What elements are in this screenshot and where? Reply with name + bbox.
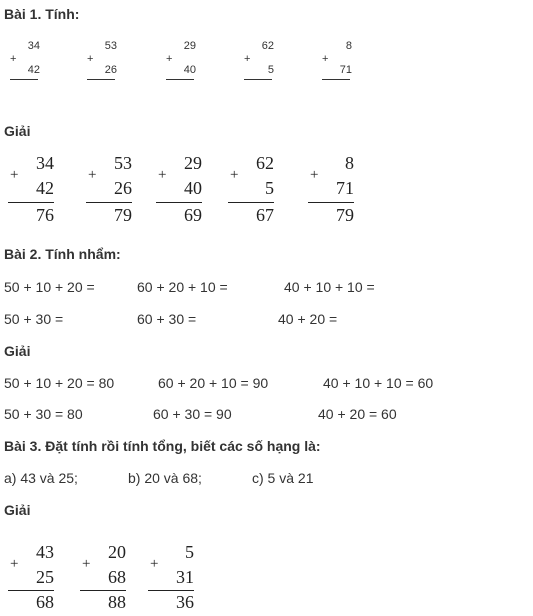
addend-top: 29 xyxy=(183,40,196,52)
sum-rule xyxy=(148,590,194,591)
addend-bottom: 26 xyxy=(114,178,132,198)
addend-top: 8 xyxy=(345,153,354,173)
plus-sign: + xyxy=(166,53,173,65)
bai1-heading: Bài 1. Tính: xyxy=(4,6,80,22)
bai1-solution-3 xyxy=(156,153,208,225)
bai3-heading: Bài 3. Đặt tính rồi tính tổng, biết các số hạng là: xyxy=(4,438,321,454)
bai3-item: c) 5 và 21 xyxy=(252,470,314,486)
bai2-expression: 60 + 30 = xyxy=(137,311,197,327)
addend-top: 5 xyxy=(185,542,194,562)
sum-rule xyxy=(80,590,126,591)
sum-rule xyxy=(87,79,115,80)
addend-bottom: 71 xyxy=(339,64,352,76)
bai2-answer: 50 + 10 + 20 = 80 xyxy=(4,375,115,391)
plus-sign: + xyxy=(10,53,17,65)
bai1-solution-heading: Giải xyxy=(4,123,31,139)
addend-bottom: 71 xyxy=(336,178,354,198)
addend-bottom: 40 xyxy=(183,64,196,76)
plus-sign: + xyxy=(10,167,19,183)
addend-top: 34 xyxy=(27,40,40,52)
addend-top: 43 xyxy=(36,542,54,562)
bai2-expression: 50 + 10 + 20 = xyxy=(4,279,95,295)
addend-top: 62 xyxy=(261,40,274,52)
addend-bottom: 25 xyxy=(36,567,54,587)
sum-value: 68 xyxy=(36,592,54,612)
plus-sign: + xyxy=(87,53,94,65)
sum-value: 79 xyxy=(114,205,132,225)
bai2-answer: 60 + 30 = 90 xyxy=(153,406,232,422)
addend-bottom: 5 xyxy=(267,64,274,76)
bai3-item: b) 20 và 68; xyxy=(128,470,202,486)
addend-bottom: 5 xyxy=(265,178,274,198)
plus-sign: + xyxy=(82,556,91,572)
addend-bottom: 26 xyxy=(104,64,117,76)
addend-bottom: 42 xyxy=(27,64,40,76)
bai1-problem-4 xyxy=(244,40,278,80)
plus-sign: + xyxy=(322,53,329,65)
bai1-problem-1 xyxy=(10,40,44,80)
addend-top: 62 xyxy=(256,153,274,173)
bai1-problem-2 xyxy=(87,40,121,80)
bai3-solution-heading: Giải xyxy=(4,502,31,518)
sum-rule xyxy=(166,79,194,80)
plus-sign: + xyxy=(10,556,19,572)
bai3-solution-3 xyxy=(148,542,200,612)
sum-value: 88 xyxy=(108,592,126,612)
addend-top: 29 xyxy=(184,153,202,173)
bai2-answer: 60 + 20 + 10 = 90 xyxy=(158,375,269,391)
addend-top: 20 xyxy=(108,542,126,562)
addend-bottom: 68 xyxy=(108,567,126,587)
addend-bottom: 42 xyxy=(36,178,54,198)
sum-rule xyxy=(308,202,354,203)
addend-top: 34 xyxy=(36,153,54,173)
sum-rule xyxy=(322,79,350,80)
bai3-solution-2 xyxy=(80,542,132,612)
bai1-problem-3 xyxy=(166,40,200,80)
addend-bottom: 31 xyxy=(176,567,194,587)
plus-sign: + xyxy=(310,167,319,183)
bai2-answer: 40 + 20 = 60 xyxy=(318,406,397,422)
bai2-solution-heading: Giải xyxy=(4,343,31,359)
bai1-solution-1 xyxy=(8,153,60,225)
addend-top: 8 xyxy=(345,40,352,52)
bai2-expression: 40 + 10 + 10 = xyxy=(284,279,375,295)
plus-sign: + xyxy=(88,167,97,183)
sum-rule xyxy=(86,202,132,203)
sum-rule xyxy=(8,202,54,203)
sum-rule xyxy=(156,202,202,203)
bai3-item: a) 43 và 25; xyxy=(4,470,78,486)
addend-top: 53 xyxy=(114,153,132,173)
plus-sign: + xyxy=(230,167,239,183)
sum-value: 69 xyxy=(184,205,202,225)
plus-sign: + xyxy=(244,53,251,65)
bai2-expression: 40 + 20 = xyxy=(278,311,338,327)
sum-rule xyxy=(244,79,272,80)
bai1-solution-5 xyxy=(308,153,360,225)
plus-sign: + xyxy=(150,556,159,572)
addend-bottom: 40 xyxy=(184,178,202,198)
bai2-heading: Bài 2. Tính nhẩm: xyxy=(4,246,121,262)
bai3-solution-1 xyxy=(8,542,60,612)
bai2-expression: 50 + 30 = xyxy=(4,311,64,327)
bai1-problem-5 xyxy=(322,40,356,80)
sum-value: 36 xyxy=(176,592,194,612)
sum-value: 79 xyxy=(336,205,354,225)
addend-top: 53 xyxy=(104,40,117,52)
sum-rule xyxy=(228,202,274,203)
sum-value: 76 xyxy=(36,205,54,225)
plus-sign: + xyxy=(158,167,167,183)
bai1-solution-2 xyxy=(86,153,138,225)
sum-rule xyxy=(8,590,54,591)
bai2-expression: 60 + 20 + 10 = xyxy=(137,279,228,295)
sum-value: 67 xyxy=(256,205,274,225)
sum-rule xyxy=(10,79,38,80)
bai2-answer: 40 + 10 + 10 = 60 xyxy=(323,375,434,391)
bai1-solution-4 xyxy=(228,153,280,225)
bai2-answer: 50 + 30 = 80 xyxy=(4,406,83,422)
